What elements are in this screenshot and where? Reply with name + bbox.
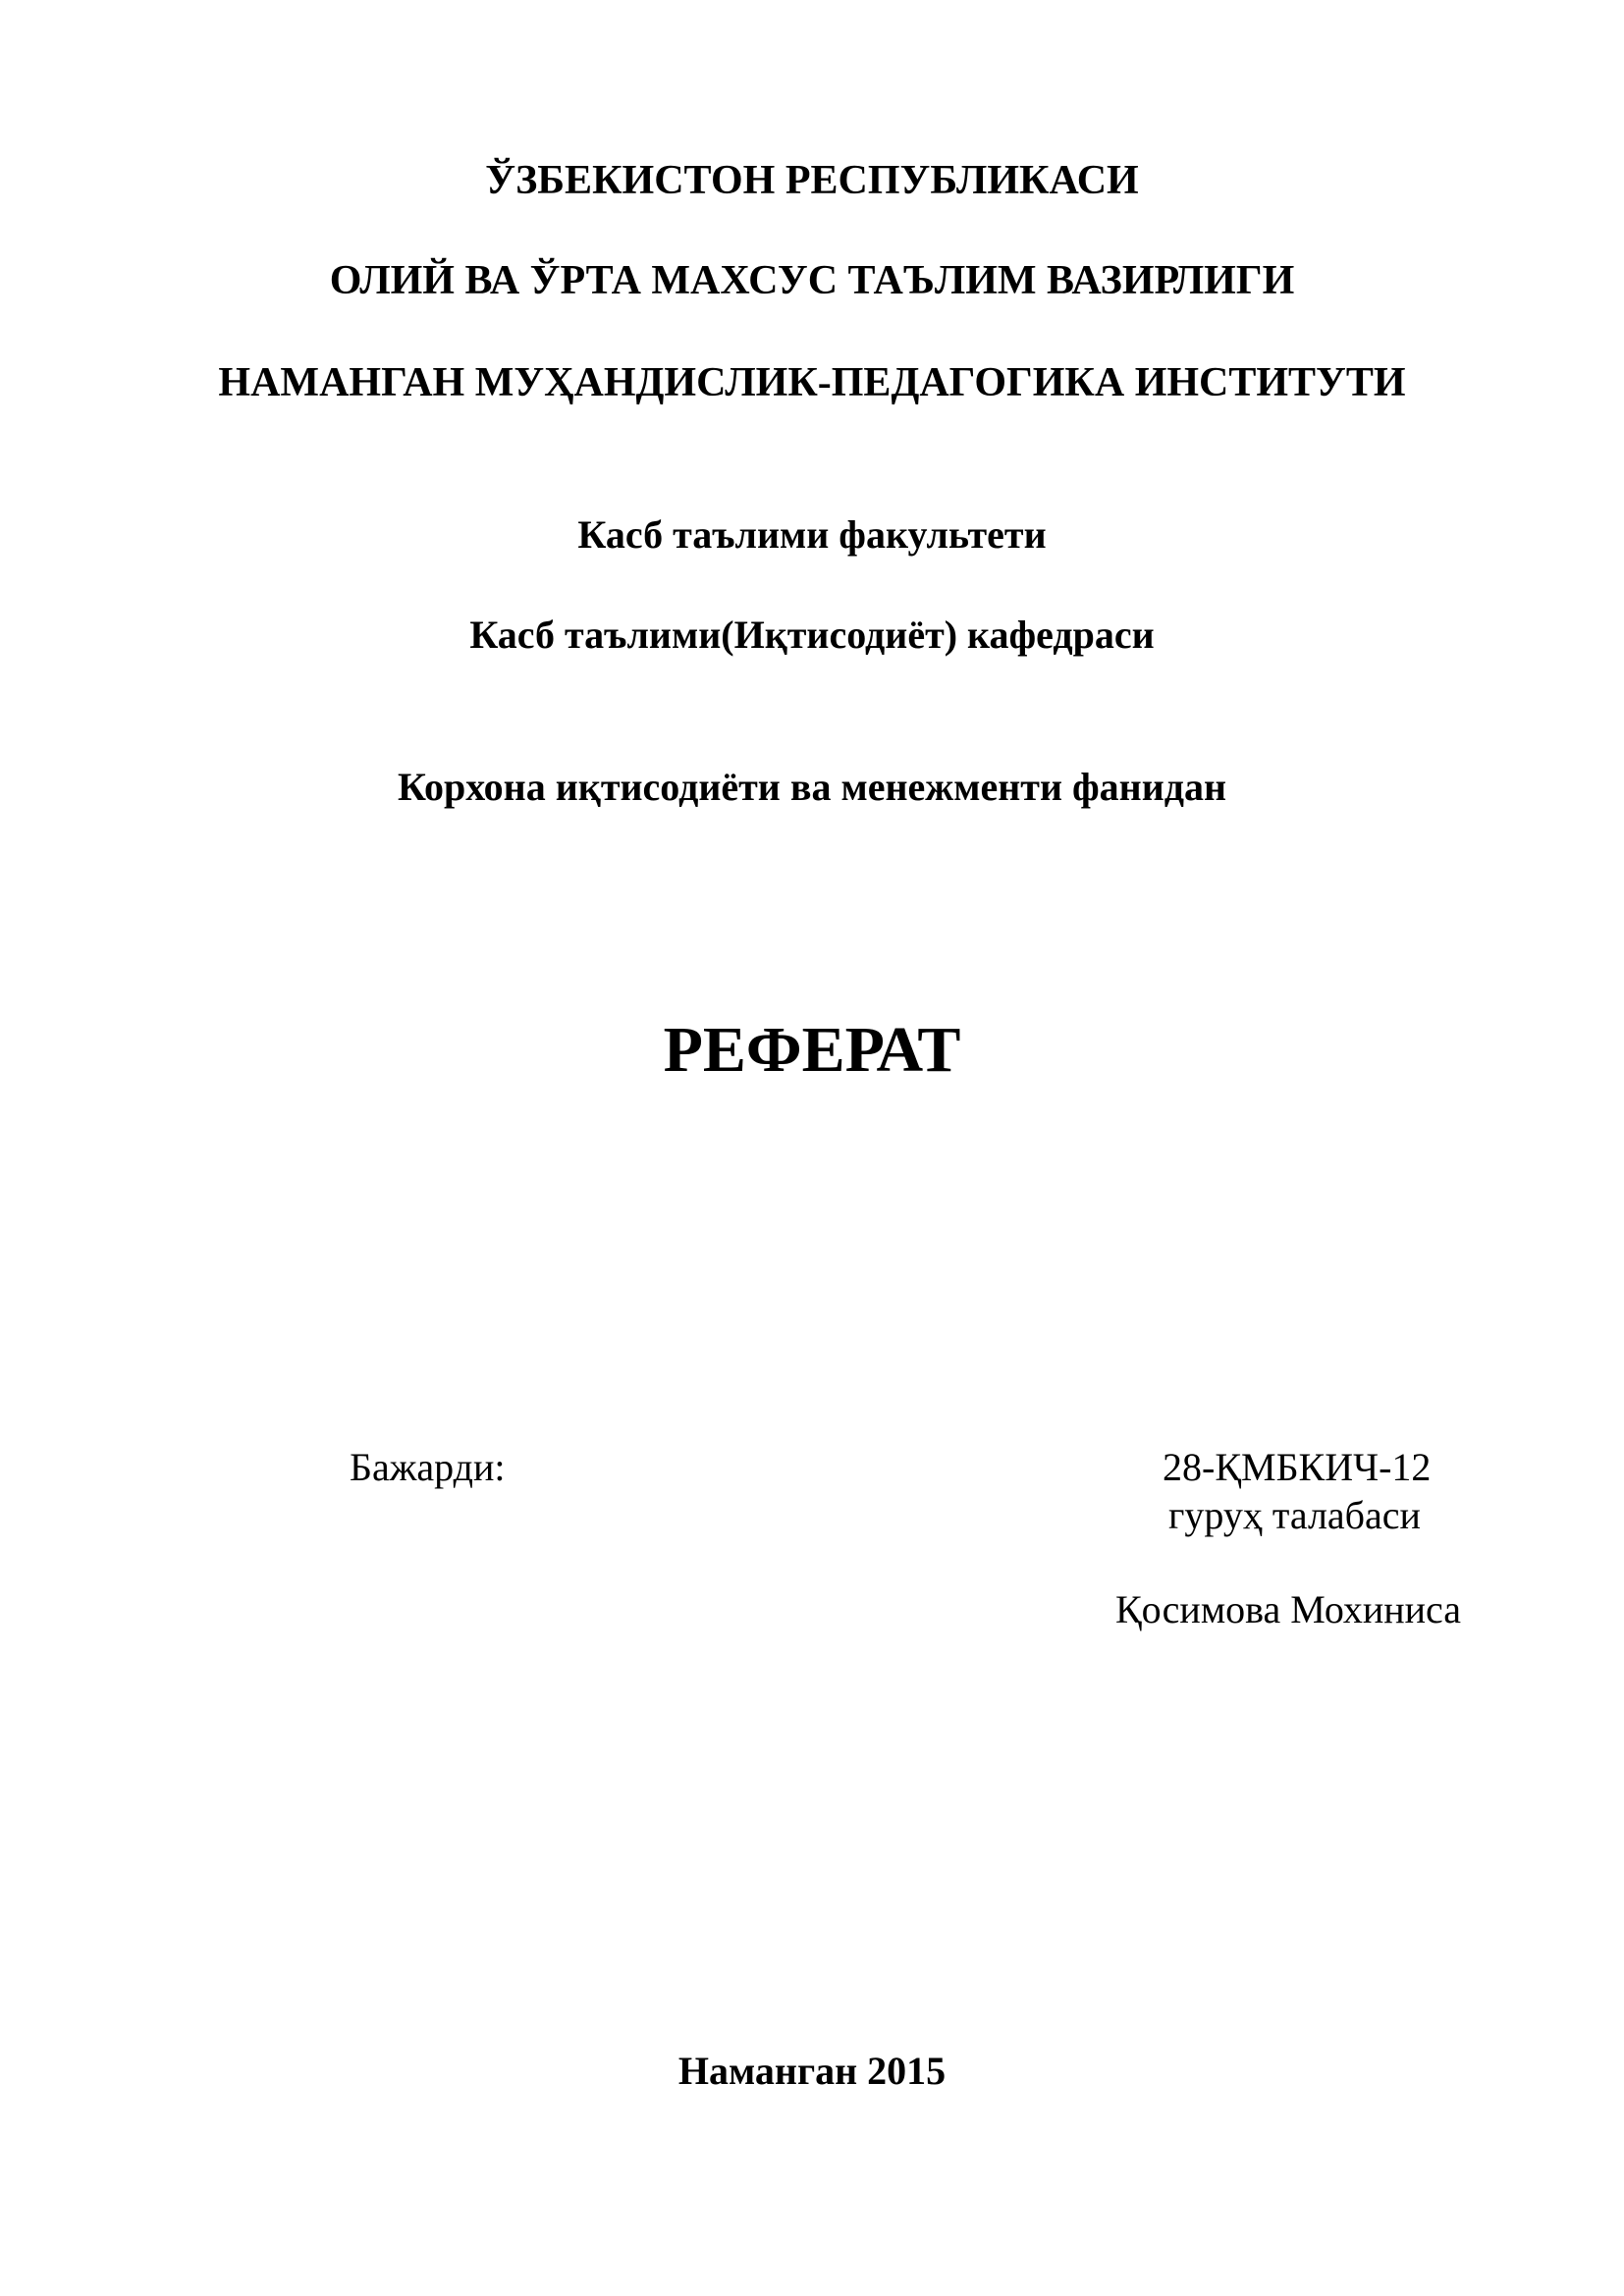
city-year: Наманган 2015 — [677, 2049, 947, 2093]
subject-heading: Корхона иқтисодиёти ва менежменти фанидан — [397, 765, 1227, 809]
performer-label: Бажарди: — [350, 1445, 506, 1489]
institute-heading: НАМАНГАН МУҲАНДИСЛИК-ПЕДАГОГИКА ИНСТИТУТИ — [218, 360, 1406, 405]
country-heading: ЎЗБЕКИСТОН РЕСПУБЛИКАСИ — [485, 158, 1139, 203]
student-name: Қосимова Мохиниса — [1115, 1587, 1462, 1631]
ministry-heading: ОЛИЙ ВА ЎРТА МАХСУС ТАЪЛИМ ВАЗИРЛИГИ — [329, 258, 1295, 303]
faculty-heading: Касб таълими факультети — [577, 512, 1047, 557]
document-title: РЕФЕРАТ — [663, 1014, 961, 1086]
department-heading: Касб таълими(Иқтисодиёт) кафедраси — [469, 613, 1155, 657]
group-role: гуруҳ талабаси — [1168, 1493, 1421, 1537]
group-code: 28-ҚМБКИЧ-12 — [1163, 1445, 1432, 1489]
